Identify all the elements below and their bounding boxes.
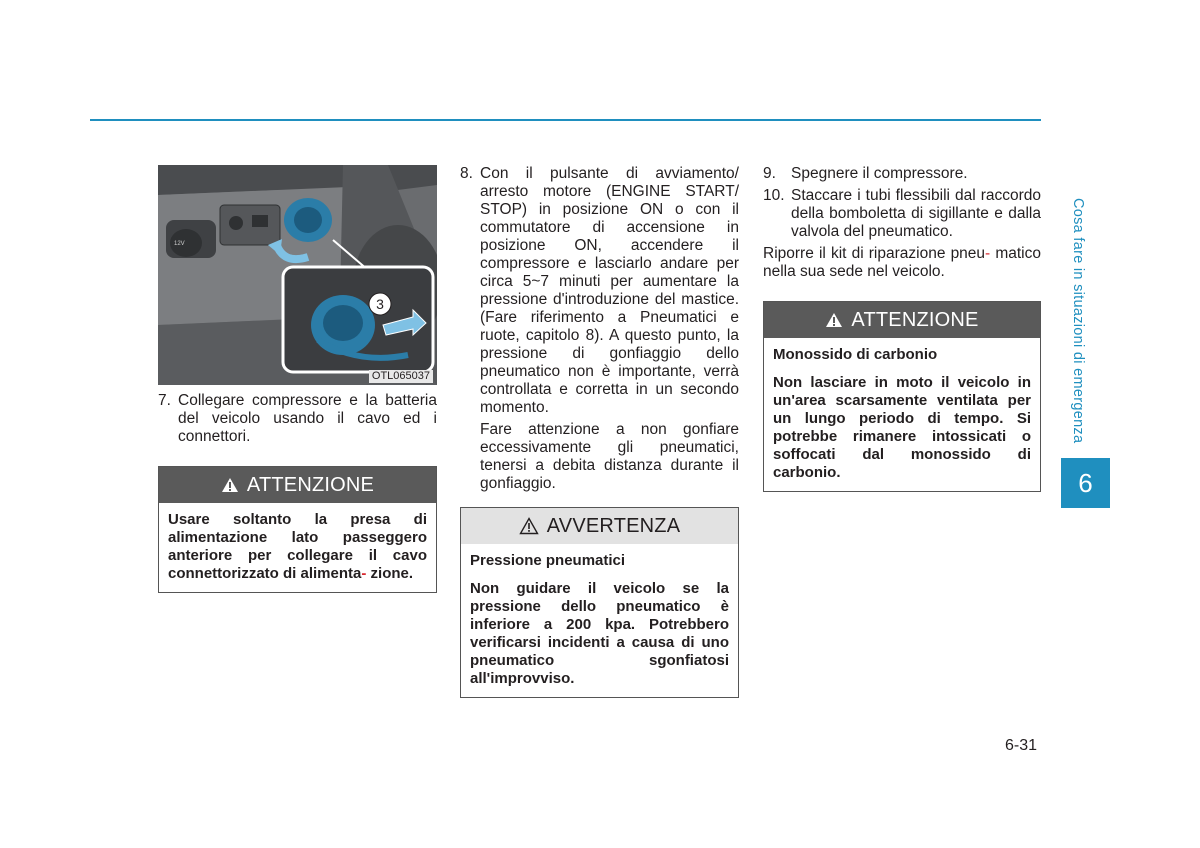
step-8 — [460, 165, 739, 417]
caution-title: ATTENZIONE — [851, 309, 979, 331]
warning-text: Non guidare il veicolo se la pressione dello pneumatico è inferiore a 200 kpa. Potrebbero verificarsi incidenti a causa di uno pneumatico sgonfiatosi all'improvviso. — [470, 580, 729, 687]
svg-text:3: 3 — [376, 296, 384, 312]
paragraph-text: Riporre il kit di riparazione pneu — [763, 245, 986, 262]
step-number: 7. — [158, 392, 171, 409]
column-left — [158, 165, 437, 593]
caution-text-end: zione. — [370, 565, 414, 582]
step-number: 10. — [763, 187, 785, 204]
storage-paragraph — [763, 245, 1041, 281]
caution-subtitle: Monossido di carbonio — [773, 346, 938, 363]
caution-body — [764, 338, 1040, 491]
warning-triangle-icon — [825, 312, 843, 328]
paragraph-text-end: matico nella sua sede nel veicolo. — [763, 245, 1041, 280]
caution-text: Non lasciare in moto il veicolo in un'area scarsamente ventilata per un lungo periodo di tempo. Si potrebbe rimanere intossicati o soffocati dal monossido di carbonio. — [773, 374, 1031, 481]
step-text: Collegare compressore e la batteria del veicolo usando il cavo ed i connettori. — [178, 392, 437, 445]
header-rule — [90, 119, 1041, 121]
step-text: Con il pulsante di avviamento/ arresto motore (ENGINE START/ STOP) in posizione ON o con il commutatore di accensione in posizione ON, accendere il compressore e lasciarlo andare per circa 5~7 minuti per aumentare la pressione d'introduzione del mastice. (Fare riferimento a Pneumatici e ruote, capitolo 8). A questo punto, la pressione di gonfiaggio dello pneumatico non è importante, verrà controllata e corretta in un secondo momento. — [480, 165, 739, 416]
step-text: Spegnere il compressore. — [791, 165, 968, 182]
power-outlet-illustration — [158, 165, 437, 385]
warning-box-pressure — [460, 507, 739, 698]
caution-box-outlet — [158, 466, 437, 593]
warning-title: AVVERTENZA — [546, 515, 681, 537]
hyphen-mark: - — [361, 565, 367, 582]
warning-triangle-icon — [221, 477, 239, 493]
section-title-vertical: Cosa fare in situazioni di emergenza — [1070, 198, 1086, 444]
step-10 — [763, 187, 1041, 241]
warning-header — [461, 508, 738, 544]
caution-body — [159, 503, 436, 592]
column-right — [763, 165, 1041, 492]
hyphen-mark: - — [985, 245, 991, 262]
step-number: 8. — [460, 165, 473, 182]
caution-text: Usare soltanto la presa di alimentazione lato passeggero anteriore per collegare il cavo connettorizzato di alimenta — [168, 511, 427, 582]
svg-text:12V: 12V — [174, 241, 185, 247]
step-number: 9. — [763, 165, 776, 182]
chapter-tab: 6 — [1061, 458, 1110, 508]
step-9 — [763, 165, 1041, 183]
figure-power-outlet — [158, 165, 437, 385]
caution-title: ATTENZIONE — [246, 474, 375, 496]
warning-subtitle: Pressione pneumatici — [470, 552, 626, 569]
caution-header — [159, 467, 436, 503]
step-7 — [158, 392, 437, 446]
step-text: Staccare i tubi flessibili dal raccordo della bomboletta di sigillante e dalla valvola del pneumatico. — [791, 187, 1041, 240]
step-8-note: Fare attenzione a non gonfiare eccessivamente gli pneumatici, tenersi a debita distanza durante il gonfiaggio. — [480, 421, 739, 492]
page-number: 6-31 — [1005, 737, 1038, 754]
caution-box-carbon — [763, 301, 1041, 492]
warning-body — [461, 544, 738, 697]
figure-code: OTL065037 — [369, 370, 433, 383]
warning-triangle-outline-icon — [519, 517, 539, 535]
caution-header — [764, 302, 1040, 338]
column-middle — [460, 165, 739, 698]
